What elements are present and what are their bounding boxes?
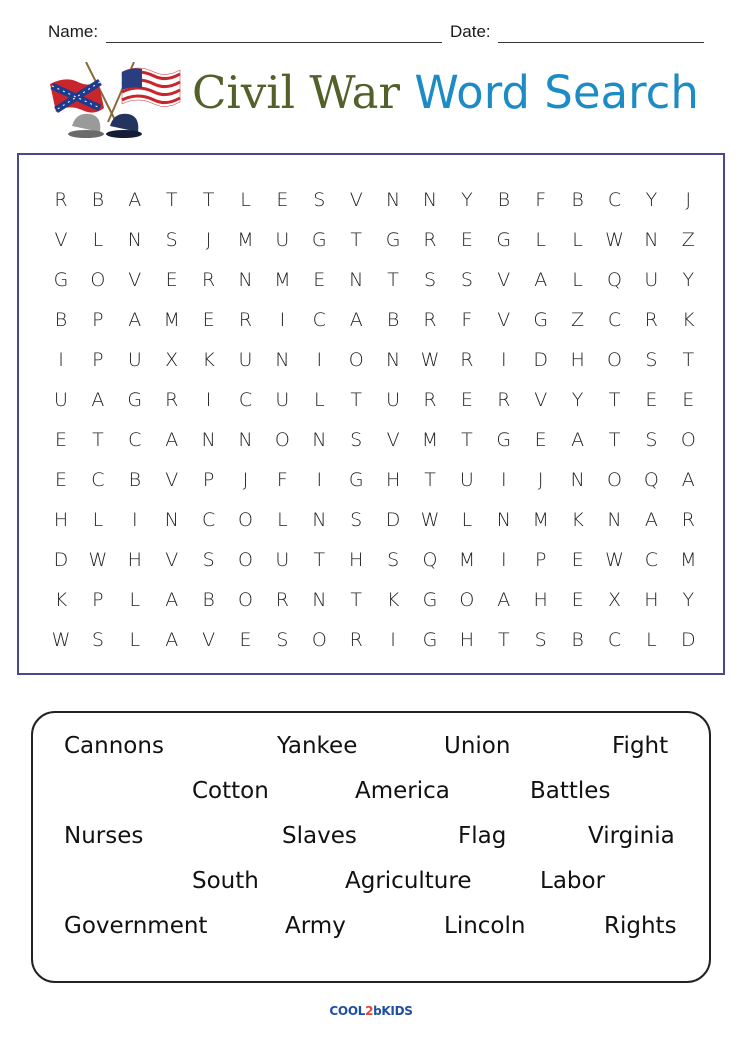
grid-letter[interactable]: N — [385, 349, 401, 371]
grid-letter[interactable]: S — [423, 269, 437, 291]
grid-letter[interactable]: D — [53, 549, 69, 571]
grid-letter[interactable]: M — [680, 549, 697, 571]
grid-letter[interactable]: E — [165, 269, 178, 291]
grid-letter[interactable]: B — [497, 189, 511, 211]
grid-letter[interactable]: T — [350, 389, 362, 411]
grid-letter[interactable]: H — [385, 469, 401, 491]
grid-letter[interactable]: W — [51, 629, 71, 651]
grid-letter[interactable]: E — [202, 309, 215, 331]
grid-letter[interactable]: N — [644, 229, 659, 251]
civil-war-emblem-icon — [46, 62, 184, 154]
word-item: Government — [64, 913, 208, 939]
grid-letter[interactable]: O — [238, 589, 253, 611]
grid-letter[interactable]: F — [535, 189, 547, 211]
grid-letter[interactable]: S — [350, 429, 363, 451]
grid-letter[interactable]: G — [422, 589, 438, 611]
grid-letter[interactable]: P — [92, 309, 104, 331]
word-item: Battles — [530, 778, 611, 804]
page-title — [192, 66, 699, 119]
grid-letter[interactable]: E — [460, 389, 473, 411]
grid-letter[interactable]: K — [682, 309, 695, 331]
grid-letter[interactable]: W — [420, 349, 440, 371]
grid-letter[interactable]: G — [127, 389, 143, 411]
grid-letter[interactable]: R — [460, 349, 474, 371]
date-field[interactable] — [498, 42, 704, 43]
grid-letter[interactable]: I — [205, 389, 212, 411]
grid-letter[interactable]: O — [274, 429, 290, 451]
grid-letter[interactable]: K — [571, 509, 584, 531]
grid-letter[interactable]: S — [91, 629, 104, 651]
grid-letter[interactable]: O — [607, 349, 622, 371]
grid-letter[interactable]: T — [497, 629, 510, 651]
grid-letter[interactable]: J — [685, 189, 692, 211]
grid-letter[interactable]: F — [276, 469, 288, 491]
grid-letter[interactable]: H — [349, 549, 364, 571]
grid-letter[interactable]: R — [275, 589, 289, 611]
grid-letter[interactable]: Y — [461, 189, 473, 211]
grid-letter[interactable]: W — [420, 509, 440, 531]
grid-letter[interactable]: J — [537, 469, 544, 491]
grid-letter[interactable]: J — [205, 229, 212, 251]
grid-letter[interactable]: Q — [607, 269, 622, 291]
grid-letter[interactable]: E — [682, 389, 695, 411]
grid-letter[interactable]: T — [92, 429, 104, 451]
grid-letter[interactable]: A — [349, 309, 363, 331]
grid-letter[interactable]: R — [423, 229, 437, 251]
grid-letter[interactable]: L — [277, 509, 288, 531]
grid-letter[interactable]: H — [570, 349, 585, 371]
word-item: Virginia — [588, 823, 675, 849]
grid-letter[interactable]: R — [54, 189, 68, 211]
grid-letter[interactable]: V — [165, 549, 179, 571]
grid-letter[interactable]: N — [349, 269, 364, 291]
grid-letter[interactable]: U — [275, 229, 290, 251]
grid-letter[interactable]: R — [201, 269, 216, 291]
grid-letter[interactable]: D — [533, 349, 548, 371]
grid-letter[interactable]: E — [571, 589, 584, 611]
grid-letter[interactable]: Y — [571, 389, 584, 411]
grid-letter[interactable]: I — [500, 549, 507, 571]
grid-letter[interactable]: V — [497, 269, 511, 291]
grid-letter[interactable]: E — [534, 429, 547, 451]
grid-letter[interactable]: Y — [682, 589, 695, 611]
grid-letter[interactable]: C — [91, 469, 105, 491]
grid-letter[interactable]: B — [91, 189, 105, 211]
grid-letter[interactable]: Y — [682, 269, 695, 291]
grid-letter[interactable]: G — [496, 429, 512, 451]
grid-letter[interactable]: H — [644, 589, 659, 611]
grid-letter[interactable]: G — [496, 229, 512, 251]
word-item: Fight — [612, 733, 669, 759]
grid-letter[interactable]: W — [88, 549, 108, 571]
grid-letter[interactable]: W — [605, 549, 624, 571]
grid-letter[interactable]: I — [58, 349, 64, 371]
grid-letter[interactable]: Y — [645, 189, 658, 211]
grid-letter[interactable]: P — [92, 349, 104, 371]
grid-letter[interactable]: B — [571, 189, 584, 211]
grid-letter[interactable]: C — [201, 509, 216, 531]
grid-letter[interactable]: N — [312, 429, 327, 451]
grid-letter[interactable]: U — [238, 349, 253, 371]
grid-letter[interactable]: T — [608, 389, 621, 411]
grid-letter[interactable]: I — [131, 509, 138, 531]
grid-letter[interactable]: U — [386, 389, 401, 411]
grid-letter[interactable]: S — [276, 629, 289, 651]
grid-letter[interactable]: T — [608, 429, 621, 451]
word-item: Flag — [458, 823, 507, 849]
grid-letter[interactable]: D — [680, 629, 696, 651]
grid-letter[interactable]: A — [571, 429, 585, 451]
grid-letter[interactable]: O — [348, 349, 364, 371]
grid-letter[interactable]: U — [54, 389, 68, 411]
grid-letter[interactable]: P — [92, 589, 104, 611]
grid-letter[interactable]: X — [165, 349, 179, 371]
grid-letter[interactable]: I — [500, 349, 507, 371]
grid-letter[interactable]: S — [350, 509, 363, 531]
grid-letter[interactable]: G — [533, 309, 549, 331]
grid-letter[interactable]: L — [572, 269, 583, 291]
grid-letter[interactable]: M — [458, 549, 476, 571]
grid-letter[interactable]: V — [128, 269, 142, 291]
grid-letter[interactable]: U — [275, 549, 290, 571]
grid-letter[interactable]: G — [385, 229, 401, 251]
grid-letter[interactable]: T — [461, 429, 473, 451]
word-item: Cotton — [192, 778, 269, 804]
grid-letter[interactable]: S — [313, 189, 326, 211]
word-item: Cannons — [64, 733, 164, 759]
grid-letter[interactable]: I — [279, 309, 286, 331]
grid-letter[interactable]: L — [92, 229, 104, 251]
grid-letter[interactable]: N — [127, 229, 142, 251]
word-search-grid — [17, 153, 725, 675]
grid-letter[interactable]: N — [201, 429, 216, 451]
grid-letter[interactable]: T — [682, 349, 695, 371]
grid-letter[interactable]: L — [129, 629, 141, 651]
grid-letter[interactable]: T — [350, 229, 362, 251]
grid-letter[interactable]: L — [240, 189, 251, 211]
grid-letter[interactable]: S — [202, 549, 215, 571]
grid-letter[interactable]: S — [387, 549, 400, 571]
grid-letter[interactable]: O — [90, 269, 106, 291]
grid-letter[interactable]: R — [165, 389, 179, 411]
grid-letter[interactable]: O — [311, 629, 327, 651]
grid-letter[interactable]: I — [390, 629, 396, 651]
word-item: Army — [285, 913, 346, 939]
grid-letter[interactable]: U — [459, 469, 474, 491]
grid-letter[interactable]: E — [571, 549, 584, 571]
grid-letter[interactable]: L — [92, 509, 104, 531]
grid-letter[interactable]: N — [164, 509, 179, 531]
grid-letter[interactable]: T — [350, 589, 362, 611]
grid-letter[interactable]: M — [274, 269, 291, 291]
grid-letter[interactable]: Q — [422, 549, 438, 571]
grid-letter[interactable]: R — [681, 509, 695, 531]
grid-letter[interactable]: Q — [643, 469, 659, 491]
grid-letter[interactable]: V — [386, 429, 400, 451]
grid-letter[interactable]: V — [349, 189, 363, 211]
grid-letter[interactable]: G — [311, 229, 327, 251]
grid-letter[interactable]: Z — [571, 309, 585, 331]
grid-letter[interactable]: W — [605, 229, 624, 251]
us-flag-icon — [122, 68, 180, 107]
grid-letter[interactable]: X — [607, 589, 622, 611]
word-item: Agriculture — [345, 868, 472, 894]
grid-letter[interactable]: N — [496, 509, 511, 531]
grid-letter[interactable]: B — [386, 309, 400, 331]
grid-letter[interactable]: A — [644, 509, 658, 531]
grid-letter[interactable]: N — [570, 469, 585, 491]
grid-letter[interactable]: C — [607, 189, 622, 211]
word-item: South — [192, 868, 259, 894]
grid-letter[interactable]: B — [571, 629, 584, 651]
grid-letter[interactable]: E — [54, 429, 67, 451]
word-item: Labor — [540, 868, 606, 894]
grid-letter[interactable]: D — [385, 509, 401, 531]
grid-letter[interactable]: N — [238, 429, 253, 451]
grid-letter[interactable]: A — [497, 589, 511, 611]
grid-letter[interactable]: A — [91, 389, 105, 411]
word-item: Rights — [604, 913, 677, 939]
grid-letter[interactable]: C — [312, 309, 326, 331]
grid-letter[interactable]: N — [312, 509, 327, 531]
grid-letter[interactable]: T — [202, 189, 215, 211]
footer-logo[interactable] — [325, 1004, 417, 1024]
grid-letter[interactable]: V — [202, 629, 216, 651]
grid-letter[interactable]: H — [533, 589, 548, 611]
grid-letter[interactable]: E — [54, 469, 67, 491]
grid-letter[interactable]: N — [275, 349, 290, 371]
grid-letter[interactable]: T — [424, 469, 436, 491]
grid-letter[interactable]: C — [238, 389, 253, 411]
logo-text-2: 2 — [365, 1004, 374, 1018]
grid-letter[interactable]: O — [238, 549, 253, 571]
date-label: Date: — [450, 22, 491, 41]
word-item: Yankee — [277, 733, 358, 759]
grid-letter[interactable]: K — [54, 589, 68, 611]
grid-letter[interactable]: G — [422, 629, 438, 651]
grid-letter[interactable]: I — [500, 469, 507, 491]
grid-letter[interactable]: N — [385, 189, 401, 211]
grid-letter[interactable]: A — [128, 189, 142, 211]
word-list-box — [31, 711, 711, 983]
title-part-2: Word Search — [414, 66, 699, 119]
grid-letter[interactable]: A — [128, 309, 142, 331]
grid-letter[interactable]: E — [313, 269, 326, 291]
grid-letter[interactable]: K — [202, 349, 215, 371]
grid-letter[interactable]: R — [238, 309, 253, 331]
grid-letter[interactable]: M — [532, 509, 549, 531]
grid-letter[interactable]: S — [460, 269, 473, 291]
grid-letter[interactable]: T — [387, 269, 399, 291]
grid-letter[interactable]: I — [316, 469, 323, 491]
logo-text-3: bKIDS — [373, 1004, 413, 1018]
title-part-1: Civil War — [192, 66, 401, 119]
grid-letter[interactable]: O — [607, 469, 622, 491]
grid-letter[interactable]: G — [348, 469, 364, 491]
grid-letter[interactable]: H — [53, 509, 69, 531]
grid-letter[interactable]: O — [459, 589, 475, 611]
grid-letter[interactable]: R — [644, 309, 658, 331]
grid-letter[interactable]: R — [423, 389, 437, 411]
logo-text-1: COOL — [329, 1004, 366, 1018]
grid-letter[interactable]: F — [461, 309, 473, 331]
grid-letter[interactable]: E — [645, 389, 658, 411]
grid-letter[interactable]: S — [645, 349, 658, 371]
grid-letter[interactable]: T — [165, 189, 178, 211]
grid-letter[interactable]: C — [644, 549, 659, 571]
grid-letter[interactable]: O — [238, 509, 253, 531]
gray-kepi-cap-icon — [68, 114, 104, 138]
grid-letter[interactable]: M — [237, 229, 254, 251]
word-item: America — [355, 778, 450, 804]
title-area — [0, 62, 742, 142]
word-item: Slaves — [282, 823, 357, 849]
grid-letter[interactable]: V — [165, 469, 179, 491]
grid-letter[interactable]: R — [349, 629, 363, 651]
grid-letter[interactable]: C — [607, 629, 622, 651]
word-item: Nurses — [64, 823, 144, 849]
grid-letter[interactable]: M — [421, 429, 439, 451]
grid-letter[interactable]: A — [165, 429, 179, 451]
grid-letter[interactable]: N — [607, 509, 622, 531]
grid-letter[interactable]: C — [128, 429, 142, 451]
grid-letter[interactable]: O — [680, 429, 696, 451]
grid-letter[interactable]: V — [497, 309, 511, 331]
word-item: Lincoln — [444, 913, 526, 939]
grid-letter[interactable]: A — [534, 269, 548, 291]
grid-letter[interactable]: L — [572, 229, 583, 251]
grid-letter[interactable]: S — [534, 629, 547, 651]
grid-letter[interactable]: U — [644, 269, 659, 291]
grid-letter[interactable]: L — [461, 509, 473, 531]
grid-letter[interactable]: A — [165, 589, 179, 611]
grid-letter[interactable]: R — [497, 389, 511, 411]
grid-letter[interactable]: N — [422, 189, 438, 211]
grid-letter[interactable]: N — [312, 589, 327, 611]
grid-letter[interactable]: E — [460, 229, 473, 251]
grid-letter[interactable]: U — [127, 349, 142, 371]
grid-letter[interactable]: B — [202, 589, 215, 611]
name-label: Name: — [48, 22, 99, 41]
grid-letter[interactable]: S — [645, 429, 658, 451]
grid-letter[interactable]: N — [238, 269, 253, 291]
grid-letter[interactable]: H — [459, 629, 475, 651]
blue-kepi-cap-icon — [106, 114, 142, 138]
name-field[interactable] — [106, 42, 442, 43]
grid-letter[interactable]: C — [607, 309, 622, 331]
grid-letter[interactable]: V — [54, 229, 68, 251]
grid-letter[interactable]: A — [681, 469, 695, 491]
grid-letter[interactable]: I — [316, 349, 323, 371]
grid-letter[interactable]: E — [276, 189, 289, 211]
grid-letter[interactable]: L — [129, 589, 141, 611]
grid-letter[interactable]: V — [534, 389, 548, 411]
grid-letter[interactable]: Z — [681, 229, 695, 251]
grid-letter[interactable]: B — [54, 309, 68, 331]
grid-letter[interactable]: U — [275, 389, 290, 411]
grid-letter[interactable]: R — [423, 309, 437, 331]
grid-letter[interactable]: H — [127, 549, 142, 571]
grid-letter[interactable]: P — [534, 549, 547, 571]
grid-letter[interactable]: G — [53, 269, 69, 291]
grid-letter[interactable]: A — [165, 629, 179, 651]
grid-letter[interactable]: L — [646, 629, 657, 651]
confederate-flag-icon — [50, 79, 104, 112]
grid-letter[interactable]: K — [386, 589, 400, 611]
grid-letter[interactable]: E — [239, 629, 252, 651]
grid-letter[interactable]: L — [535, 229, 546, 251]
grid-letter[interactable]: S — [165, 229, 178, 251]
grid-letter[interactable]: J — [242, 469, 249, 491]
grid-letter[interactable]: M — [163, 309, 180, 331]
grid-letter[interactable]: T — [313, 549, 326, 571]
grid-letter[interactable]: L — [314, 389, 325, 411]
grid-letter[interactable]: B — [128, 469, 142, 491]
header-row — [48, 20, 704, 46]
grid-letter[interactable]: P — [202, 469, 215, 491]
word-item: Union — [444, 733, 511, 759]
